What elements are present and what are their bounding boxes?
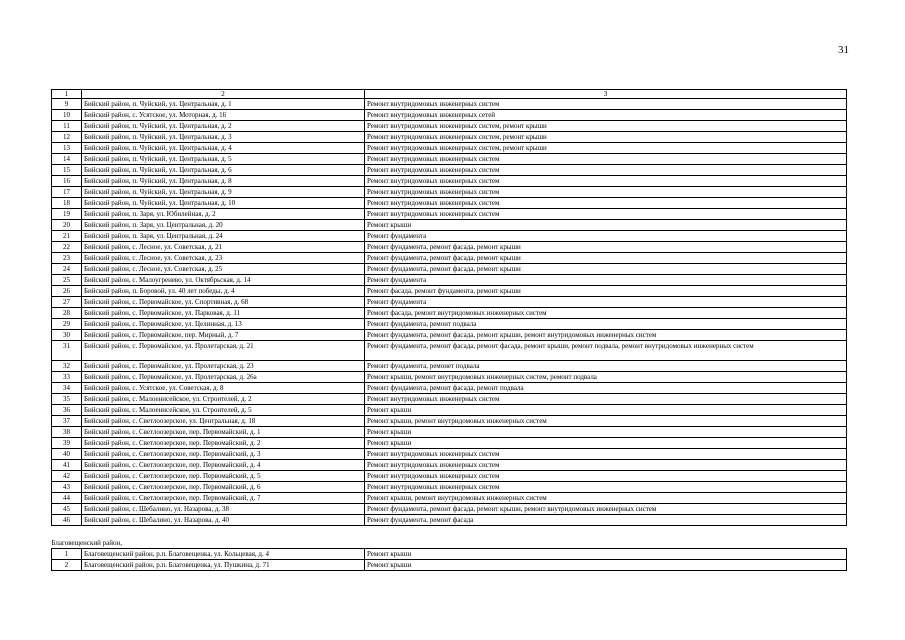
table-row (52, 209, 847, 220)
work-type-cell: Ремонт крыши (365, 405, 847, 416)
table-row (52, 264, 847, 275)
address-cell: Бийский район, с. Светлоозерское, пер. Первомайский, д. 2 (82, 438, 365, 449)
table-row (52, 515, 847, 526)
address-cell: Бийский район, п. Боровой, ул. 40 лет победы, д. 4 (82, 286, 365, 297)
table-row (52, 416, 847, 427)
row-number: 18 (52, 198, 82, 209)
work-type-cell: Ремонт фундамента, ремонт фасада, ремонт фасада, ремонт крыши, ремонт подвала, ремонт внутридомовых инженерных систем (365, 341, 847, 361)
work-type-cell: Ремонт фундамента, ремонт фасада, ремонт крыши (365, 253, 847, 264)
address-cell: Бийский район, с. Малоенисейское, ул. Строителей, д. 5 (82, 405, 365, 416)
work-type-cell: Ремонт внутридомовых инженерных систем (365, 449, 847, 460)
work-type-cell: Ремонт фундамента, ремонт фасада, ремонт подвала (365, 383, 847, 394)
address-cell: Бийский район, с. Малоенисейское, ул. Строителей, д. 2 (82, 394, 365, 405)
address-cell: Бийский район, п. Заря, ул. Центральная, д. 24 (82, 231, 365, 242)
address-cell: Бийский район, с. Усятское, ул. Советская, д. 8 (82, 383, 365, 394)
address-cell: Бийский район, п. Чуйский, ул. Центральная, д. 4 (82, 143, 365, 154)
work-type-cell: Ремонт крыши, ремонт внутридомовых инженерных систем (365, 493, 847, 504)
address-cell: Бийский район, с. Лесное, ул. Советская, д. 21 (82, 242, 365, 253)
address-cell: Бийский район, с. Светлоозерское, пер. Первомайский, д. 6 (82, 482, 365, 493)
row-number: 12 (52, 132, 82, 143)
address-cell: Бийский район, п. Чуйский, ул. Центральная, д. 8 (82, 176, 365, 187)
table-row (52, 383, 847, 394)
row-number: 41 (52, 460, 82, 471)
address-cell: Бийский район, с. Шебалино, ул. Назарова, д. 38 (82, 504, 365, 515)
work-type-cell: Ремонт фундамента (365, 231, 847, 242)
table-row (52, 361, 847, 372)
row-number: 23 (52, 253, 82, 264)
row-number: 27 (52, 297, 82, 308)
address-cell: Бийский район, с. Светлоозерское, пер. Первомайский, д. 4 (82, 460, 365, 471)
table-row (52, 560, 847, 571)
work-type-cell: Ремонт внутридомовых инженерных систем (365, 99, 847, 110)
row-number: 44 (52, 493, 82, 504)
work-type-cell: Ремонт внутридомовых инженерных систем (365, 165, 847, 176)
address-cell: Бийский район, п. Чуйский, ул. Центральная, д. 2 (82, 121, 365, 132)
work-type-cell: Ремонт внутридомовых инженерных систем (365, 198, 847, 209)
table-row (52, 449, 847, 460)
work-type-cell: Ремонт крыши (365, 220, 847, 231)
table-row (52, 341, 847, 361)
table-row (52, 394, 847, 405)
table-row (52, 493, 847, 504)
row-number: 26 (52, 286, 82, 297)
row-number: 24 (52, 264, 82, 275)
row-number: 38 (52, 427, 82, 438)
work-type-cell: Ремонт внутридомовых инженерных систем, ремонт крыши (365, 143, 847, 154)
address-cell: Бийский район, п. Чуйский, ул. Центральная, д. 10 (82, 198, 365, 209)
row-number: 13 (52, 143, 82, 154)
address-cell: Бийский район, с. Светлоозерское, пер. Первомайский, д. 5 (82, 471, 365, 482)
table-row (52, 482, 847, 493)
work-type-cell: Ремонт внутридомовых инженерных систем, ремонт крыши (365, 132, 847, 143)
row-number: 39 (52, 438, 82, 449)
header-cell: 3 (365, 90, 847, 99)
table-row (52, 176, 847, 187)
work-type-cell: Ремонт внутридомовых инженерных систем (365, 176, 847, 187)
row-number: 30 (52, 330, 82, 341)
work-type-cell: Ремонт внутридомовых инженерных систем (365, 154, 847, 165)
table-row (52, 372, 847, 383)
repair-list-table (51, 89, 847, 571)
work-type-cell: Ремонт крыши, ремонт внутридомовых инженерных систем, ремонт подвала (365, 372, 847, 383)
work-type-cell: Ремонт фундамента, ремонт фасада, ремонт крыши (365, 264, 847, 275)
table-row (52, 330, 847, 341)
table-row (52, 132, 847, 143)
table-row (52, 297, 847, 308)
row-number: 43 (52, 482, 82, 493)
work-type-cell: Ремонт фундамента, ремонет подвала (365, 361, 847, 372)
row-number: 33 (52, 372, 82, 383)
address-cell: Бийский район, п. Чуйский, ул. Центральная, д. 1 (82, 99, 365, 110)
address-cell: Бийский район, п. Заря, ул. Центральная, д. 20 (82, 220, 365, 231)
page-number: 31 (838, 44, 849, 56)
section-row (52, 526, 847, 549)
work-type-cell: Ремонт крыши (365, 549, 847, 560)
row-number: 20 (52, 220, 82, 231)
work-type-cell: Ремонт крыши (365, 438, 847, 449)
table-row (52, 319, 847, 330)
row-number: 17 (52, 187, 82, 198)
table-row (52, 198, 847, 209)
work-type-cell: Ремонт крыши (365, 427, 847, 438)
address-cell: Бийский район, с. Лесное, ул. Советская, д. 23 (82, 253, 365, 264)
row-number: 31 (52, 341, 82, 361)
row-number: 14 (52, 154, 82, 165)
row-number: 15 (52, 165, 82, 176)
table-row (52, 110, 847, 121)
address-cell: Бийский район, с. Первомайское, ул. Пролетарская, д. 23 (82, 361, 365, 372)
table-row (52, 121, 847, 132)
table-row (52, 242, 847, 253)
address-cell: Бийский район, с. Усятское, ул. Моторная, д. 16 (82, 110, 365, 121)
table-row (52, 549, 847, 560)
address-cell: Бийский район, с. Светлоозерское, пер. Первомайский, д. 1 (82, 427, 365, 438)
row-number: 10 (52, 110, 82, 121)
row-number: 28 (52, 308, 82, 319)
work-type-cell: Ремонт фундамента, ремонт фасада, ремонт крыши, ремонт внутридомовых инженерных систем (365, 504, 847, 515)
row-number: 21 (52, 231, 82, 242)
address-cell: Бийский район, с. Первомайское, ул. Целинная, д. 13 (82, 319, 365, 330)
table-row (52, 308, 847, 319)
column-number-header (52, 90, 847, 99)
address-cell: Бийский район, с. Светлоозерское, ул. Центральная, д. 18 (82, 416, 365, 427)
address-cell: Бийский район, с. Первомайское, ул. Пролетарская, д. 26а (82, 372, 365, 383)
address-cell: Бийский район, с. Шебалино, ул. Назарова, д. 40 (82, 515, 365, 526)
header-cell: 2 (82, 90, 365, 99)
address-cell: Бийский район, п. Чуйский, ул. Центральная, д. 9 (82, 187, 365, 198)
work-type-cell: Ремонт крыши, ремонт внутридомовых инженерных систем (365, 416, 847, 427)
work-type-cell: Ремонт фундамента, ремонт фасада, ремонт крыши (365, 242, 847, 253)
work-type-cell: Ремонт фундамента (365, 297, 847, 308)
address-cell: Бийский район, с. Первомайское, ул. Спортивная, д. 68 (82, 297, 365, 308)
table-row (52, 165, 847, 176)
row-number: 9 (52, 99, 82, 110)
table-row (52, 438, 847, 449)
section-title: Благовещенский район, (52, 526, 847, 549)
table-row (52, 253, 847, 264)
work-type-cell: Ремонт внутридомовых инженерных систем (365, 187, 847, 198)
work-type-cell: Ремонт фасада, ремонт фундамента, ремонт крыши (365, 286, 847, 297)
row-number: 36 (52, 405, 82, 416)
work-type-cell: Ремонт внутридомовых инженерных систем (365, 209, 847, 220)
row-number: 32 (52, 361, 82, 372)
table-row (52, 154, 847, 165)
address-cell: Бийский район, с. Первомайское, ул. Парковая, д. 11 (82, 308, 365, 319)
table-row (52, 471, 847, 482)
table-row (52, 220, 847, 231)
address-cell: Благовещенский район, р.п. Благовещенка, ул. Пушкина, д. 71 (82, 560, 365, 571)
work-type-cell: Ремонт фасада, ремонт внутридомовых инженерных систем (365, 308, 847, 319)
work-type-cell: Ремонт крыши (365, 560, 847, 571)
work-type-cell: Ремонт фундамента, ремонт фасада, ремонт крыши, ремонт внутридомовых инженерных систем (365, 330, 847, 341)
table-row (52, 405, 847, 416)
row-number: 46 (52, 515, 82, 526)
work-type-cell: Ремонт фундамента, ремонт фасада (365, 515, 847, 526)
work-type-cell: Ремонт внутридомовых инженерных систем (365, 471, 847, 482)
row-number: 11 (52, 121, 82, 132)
table-row (52, 231, 847, 242)
row-number: 1 (52, 549, 82, 560)
address-cell: Бийский район, с. Светлоозерское, пер. Первомайский, д. 7 (82, 493, 365, 504)
table-row (52, 286, 847, 297)
row-number: 16 (52, 176, 82, 187)
row-number: 2 (52, 560, 82, 571)
row-number: 25 (52, 275, 82, 286)
address-cell: Благовещенский район, р.п. Благовещенка, ул. Кольцевая, д. 4 (82, 549, 365, 560)
work-type-cell: Ремонт фундамента (365, 275, 847, 286)
row-number: 19 (52, 209, 82, 220)
work-type-cell: Ремонт фундамента, ремонт подвала (365, 319, 847, 330)
row-number: 22 (52, 242, 82, 253)
row-number: 34 (52, 383, 82, 394)
work-type-cell: Ремонт внутридомовых инженерных систем (365, 394, 847, 405)
table-row (52, 504, 847, 515)
table-row (52, 460, 847, 471)
address-cell: Бийский район, п. Чуйский, ул. Центральная, д. 6 (82, 165, 365, 176)
row-number: 37 (52, 416, 82, 427)
address-cell: Бийский район, с. Малоугренево, ул. Октябрьская, д. 14 (82, 275, 365, 286)
row-number: 29 (52, 319, 82, 330)
work-type-cell: Ремонт внутридомовых инженерных сетей (365, 110, 847, 121)
address-cell: Бийский район, п. Чуйский, ул. Центральная, д. 3 (82, 132, 365, 143)
address-cell: Бийский район, п. Заря, ул. Юбилейная, д. 2 (82, 209, 365, 220)
row-number: 42 (52, 471, 82, 482)
table-row (52, 187, 847, 198)
address-cell: Бийский район, с. Лесное, ул. Советская, д. 25 (82, 264, 365, 275)
table-row (52, 99, 847, 110)
row-number: 40 (52, 449, 82, 460)
address-cell: Бийский район, п. Чуйский, ул. Центральная, д. 5 (82, 154, 365, 165)
work-type-cell: Ремонт внутридомовых инженерных систем (365, 482, 847, 493)
row-number: 45 (52, 504, 82, 515)
row-number: 35 (52, 394, 82, 405)
header-cell: 1 (52, 90, 82, 99)
table-row (52, 427, 847, 438)
table-row (52, 275, 847, 286)
work-type-cell: Ремонт внутридомовых инженерных систем, ремонт крыши (365, 121, 847, 132)
work-type-cell: Ремонт внутридомовых инженерных систем (365, 460, 847, 471)
address-cell: Бийский район, с. Светлоозерское, пер. Первомайский, д. 3 (82, 449, 365, 460)
table-row (52, 143, 847, 154)
address-cell: Бийский район, с. Первомайское, пер. Мирный, д. 7 (82, 330, 365, 341)
address-cell: Бийский район, с. Первомайское, ул. Пролетарская, д. 21 (82, 341, 365, 361)
